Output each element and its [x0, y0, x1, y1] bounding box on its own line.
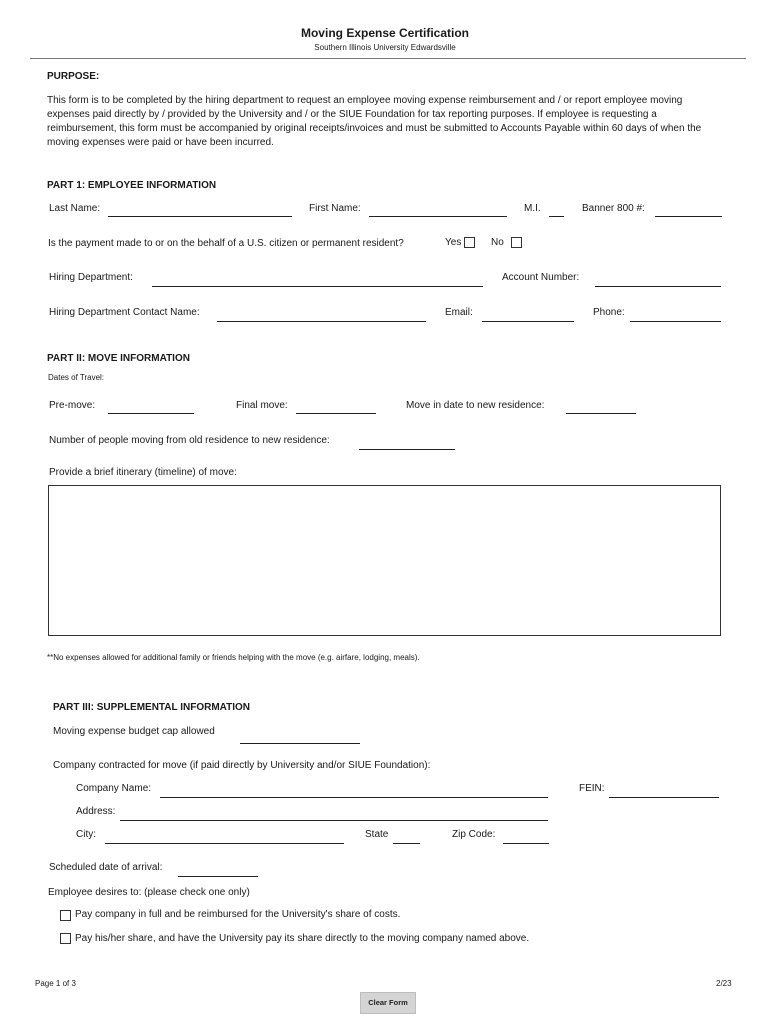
contact-name-label: Hiring Department Contact Name: [49, 307, 200, 318]
header-divider [30, 58, 746, 59]
no-label: No [491, 237, 504, 248]
email-input[interactable] [482, 307, 574, 322]
account-number-label: Account Number: [502, 272, 580, 283]
yes-label: Yes [445, 237, 462, 248]
mi-label: M.I. [524, 203, 541, 214]
budget-cap-input[interactable] [240, 729, 360, 744]
form-subtitle: Southern Illinois University Edwardsville [314, 43, 456, 52]
address-label: Address: [76, 806, 116, 817]
fein-input[interactable] [609, 783, 719, 798]
people-moving-label: Number of people moving from old residence to new residence: [49, 435, 330, 446]
company-name-input[interactable] [160, 783, 548, 798]
form-title: Moving Expense Certification [300, 26, 470, 40]
arrival-label: Scheduled date of arrival: [49, 862, 163, 873]
move-in-date-input[interactable] [566, 399, 636, 414]
state-label: State [365, 829, 389, 840]
move-in-date-label: Move in date to new residence: [406, 400, 545, 411]
first-name-input[interactable] [369, 202, 507, 217]
final-move-input[interactable] [296, 399, 376, 414]
address-input[interactable] [120, 806, 548, 821]
yes-checkbox[interactable] [464, 237, 475, 248]
city-label: City: [76, 829, 96, 840]
city-input[interactable] [105, 829, 344, 844]
pre-move-label: Pre-move: [49, 400, 96, 411]
option1-label: Pay company in full and be reimbursed for the University's share of costs. [75, 909, 401, 920]
phone-label: Phone: [593, 307, 625, 318]
dates-of-travel-label: Dates of Travel: [48, 373, 105, 382]
itinerary-textarea[interactable] [48, 485, 721, 636]
arrival-input[interactable] [178, 862, 258, 877]
clear-form-button[interactable]: Clear Form [360, 992, 416, 1014]
option2-checkbox[interactable] [60, 933, 71, 944]
last-name-input[interactable] [108, 202, 292, 217]
hiring-dept-label: Hiring Department: [49, 272, 133, 283]
revision-date: 2/23 [716, 979, 732, 988]
page-number: Page 1 of 3 [35, 979, 76, 988]
company-contracted-label: Company contracted for move (if paid directly by University and/or SIUE Foundation): [53, 760, 431, 771]
desires-label: Employee desires to: (please check one only) [48, 887, 250, 898]
budget-cap-label: Moving expense budget cap allowed [53, 726, 215, 737]
mi-input[interactable] [549, 202, 564, 217]
banner-input[interactable] [655, 202, 722, 217]
last-name-label: Last Name: [49, 203, 101, 214]
contact-name-input[interactable] [217, 307, 426, 322]
phone-input[interactable] [630, 307, 721, 322]
option1-checkbox[interactable] [60, 910, 71, 921]
final-move-label: Final move: [236, 400, 288, 411]
purpose-text: This form is to be completed by the hiring department to request an employee moving expense reimbursement and / or report employee moving expenses paid directly by / provided by the University and / or the SIUE Foundation for tax reporting purposes. If employee is requesting a reimbursement, this form must be accompanied by original receipts/invoices and must be submitted to Accounts Payable within 60 days of when the moving expenses were paid or have been incurred. [47, 95, 702, 148]
expense-note: **No expenses allowed for additional family or friends helping with the move (e.g. airfare, lodging, meals). [47, 653, 420, 662]
no-checkbox[interactable] [511, 237, 522, 248]
part2-heading: PART II: MOVE INFORMATION [47, 353, 190, 364]
banner-label: Banner 800 #: [582, 203, 645, 214]
purpose-heading: PURPOSE: [47, 71, 100, 82]
part3-heading: PART III: SUPPLEMENTAL INFORMATION [53, 702, 251, 713]
first-name-label: First Name: [309, 203, 361, 214]
state-input[interactable] [393, 829, 420, 844]
pre-move-input[interactable] [108, 399, 194, 414]
account-number-input[interactable] [595, 272, 721, 287]
hiring-dept-input[interactable] [152, 272, 483, 287]
option2-label: Pay his/her share, and have the University pay its share directly to the moving company named above. [75, 933, 530, 944]
citizen-question: Is the payment made to or on the behalf of a U.S. citizen or permanent resident? [48, 238, 404, 249]
itinerary-label: Provide a brief itinerary (timeline) of move: [49, 467, 237, 478]
email-label: Email: [445, 307, 473, 318]
people-moving-input[interactable] [359, 435, 455, 450]
company-name-label: Company Name: [76, 783, 152, 794]
zip-label: Zip Code: [452, 829, 496, 840]
fein-label: FEIN: [579, 783, 605, 794]
part1-heading: PART 1: EMPLOYEE INFORMATION [47, 180, 217, 191]
zip-input[interactable] [503, 829, 549, 844]
